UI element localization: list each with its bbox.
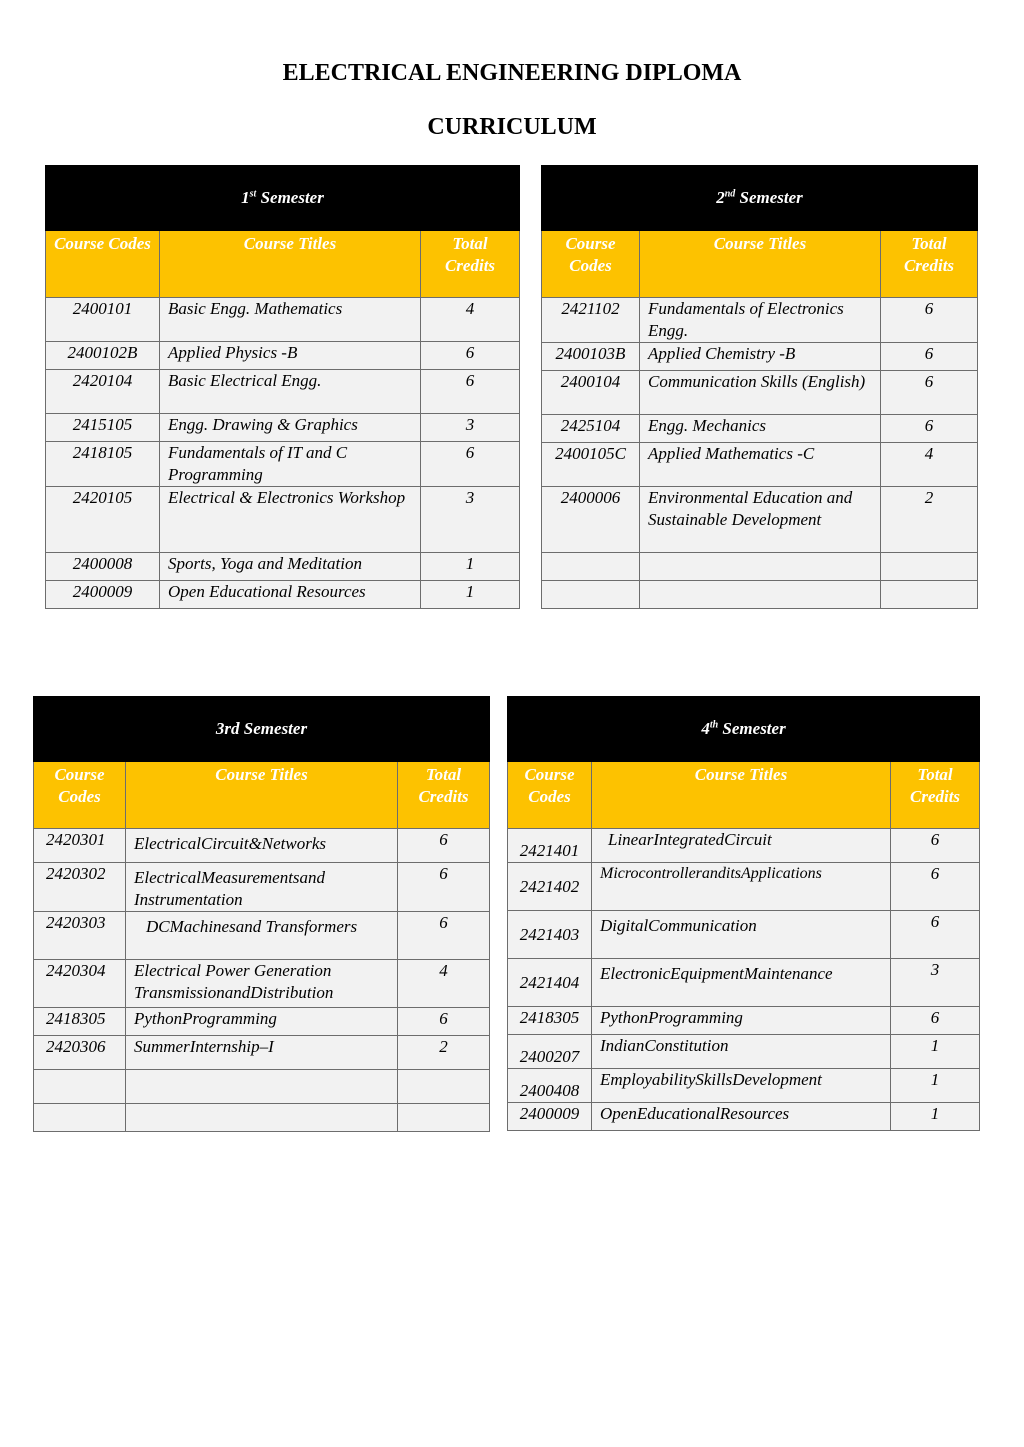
column-header-credits: Total Credits — [398, 762, 490, 829]
course-credits: 6 — [398, 912, 490, 960]
course-code: 2425104 — [542, 415, 640, 443]
table-row — [508, 863, 980, 911]
table-row — [34, 1104, 490, 1132]
column-header-code: Course Codes — [508, 762, 592, 829]
course-code: 2400102B — [46, 342, 160, 370]
course-code: 2400008 — [46, 553, 160, 581]
course-code: 2420304 — [34, 960, 126, 1008]
course-title: IndianConstitution — [592, 1035, 891, 1069]
course-code: 2421402 — [508, 863, 592, 911]
course-code: 2400104 — [542, 371, 640, 415]
table-row — [46, 298, 520, 342]
semester-header: 3rd Semester — [34, 697, 490, 762]
column-header-title: Course Titles — [640, 231, 881, 298]
course-title: Basic Electrical Engg. — [160, 370, 421, 414]
course-title — [640, 581, 881, 609]
course-code: 2420306 — [34, 1036, 126, 1070]
course-title — [640, 553, 881, 581]
table-row — [508, 959, 980, 1007]
course-credits: 6 — [891, 911, 980, 959]
table-row — [34, 1070, 490, 1104]
table-row — [542, 371, 978, 415]
table-row — [542, 553, 978, 581]
table-row — [542, 415, 978, 443]
semester-2-table — [541, 165, 978, 609]
course-title: PythonProgramming — [592, 1007, 891, 1035]
course-title: DCMachinesand Transformers — [126, 912, 398, 960]
course-credits: 3 — [421, 487, 520, 553]
course-credits: 1 — [891, 1103, 980, 1131]
course-credits: 6 — [881, 415, 978, 443]
course-title: Engg. Mechanics — [640, 415, 881, 443]
course-title: ElectricalCircuit&Networks — [126, 829, 398, 863]
table-row — [34, 960, 490, 1008]
course-code: 2421404 — [508, 959, 592, 1007]
table-row — [34, 829, 490, 863]
semester-header: 4th Semester — [508, 697, 980, 762]
course-credits: 6 — [881, 298, 978, 343]
course-title: DigitalCommunication — [592, 911, 891, 959]
course-credits: 6 — [421, 442, 520, 487]
course-code: 2420105 — [46, 487, 160, 553]
course-title: Environmental Education and Sustainable Development — [640, 487, 881, 553]
course-credits: 4 — [398, 960, 490, 1008]
course-credits: 6 — [421, 370, 520, 414]
course-title: Communication Skills (English) — [640, 371, 881, 415]
course-credits: 6 — [891, 829, 980, 863]
course-code: 2400009 — [508, 1103, 592, 1131]
column-header-code: Course Codes — [34, 762, 126, 829]
semester-header: 2nd Semester — [542, 166, 978, 231]
document-subtitle: CURRICULUM — [427, 114, 597, 140]
column-header-code: Course Codes — [46, 231, 160, 298]
course-title: LinearIntegratedCircuit — [592, 829, 891, 863]
course-code: 2400009 — [46, 581, 160, 609]
course-title: PythonProgramming — [126, 1008, 398, 1036]
course-title — [126, 1104, 398, 1132]
course-code: 2418105 — [46, 442, 160, 487]
table-row — [542, 581, 978, 609]
course-credits — [398, 1070, 490, 1104]
course-title: Applied Mathematics -C — [640, 443, 881, 487]
course-credits: 3 — [891, 959, 980, 1007]
course-code: 2421401 — [508, 829, 592, 863]
column-header-credits: Total Credits — [891, 762, 980, 829]
course-code: 2420301 — [34, 829, 126, 863]
semester-header: 1st Semester — [46, 166, 520, 231]
table-row — [542, 443, 978, 487]
table-row — [508, 911, 980, 959]
course-title: MicrocontrolleranditsApplications — [592, 863, 891, 911]
table-row — [542, 298, 978, 343]
table-row — [508, 1007, 980, 1035]
course-credits — [398, 1104, 490, 1132]
course-code: 2421102 — [542, 298, 640, 343]
course-title: Electrical Power Generation TransmissionandDistribution — [126, 960, 398, 1008]
course-title: Basic Engg. Mathematics — [160, 298, 421, 342]
table-row — [34, 1008, 490, 1036]
semester-1-table — [45, 165, 520, 609]
course-credits: 3 — [421, 414, 520, 442]
course-title: Engg. Drawing & Graphics — [160, 414, 421, 442]
course-title — [126, 1070, 398, 1104]
table-row — [508, 829, 980, 863]
table-row — [34, 863, 490, 912]
course-title: EmployabilitySkillsDevelopment — [592, 1069, 891, 1103]
course-code: 2418305 — [508, 1007, 592, 1035]
table-row — [34, 912, 490, 960]
course-credits: 6 — [891, 863, 980, 911]
course-title: Applied Chemistry -B — [640, 343, 881, 371]
course-title: Sports, Yoga and Meditation — [160, 553, 421, 581]
table-row — [542, 487, 978, 553]
course-code: 2420104 — [46, 370, 160, 414]
course-code: 2400103B — [542, 343, 640, 371]
course-title: OpenEducationalResources — [592, 1103, 891, 1131]
table-row — [508, 1103, 980, 1131]
course-code — [542, 553, 640, 581]
column-header-credits: Total Credits — [421, 231, 520, 298]
column-header-code: Course Codes — [542, 231, 640, 298]
column-header-title: Course Titles — [592, 762, 891, 829]
table-row — [46, 442, 520, 487]
course-code: 2421403 — [508, 911, 592, 959]
course-code — [542, 581, 640, 609]
table-row — [46, 414, 520, 442]
course-credits: 6 — [398, 863, 490, 912]
course-code: 2400105C — [542, 443, 640, 487]
column-header-credits: Total Credits — [881, 231, 978, 298]
table-row — [46, 581, 520, 609]
course-credits — [881, 581, 978, 609]
course-credits: 6 — [881, 343, 978, 371]
table-row — [542, 343, 978, 371]
course-credits: 2 — [881, 487, 978, 553]
course-code: 2400207 — [508, 1035, 592, 1069]
course-code: 2400006 — [542, 487, 640, 553]
course-credits: 1 — [891, 1069, 980, 1103]
course-code: 2420302 — [34, 863, 126, 912]
table-row — [46, 370, 520, 414]
document-title: ELECTRICAL ENGINEERING DIPLOMA — [282, 60, 742, 86]
course-code: 2418305 — [34, 1008, 126, 1036]
course-title: Electrical & Electronics Workshop — [160, 487, 421, 553]
course-credits: 4 — [881, 443, 978, 487]
course-title: Applied Physics -B — [160, 342, 421, 370]
course-credits: 6 — [398, 1008, 490, 1036]
table-row — [46, 487, 520, 553]
semester-4-table — [507, 696, 980, 1131]
course-title: ElectricalMeasurementsand Instrumentation — [126, 863, 398, 912]
table-row — [508, 1069, 980, 1103]
semester-3-table — [33, 696, 490, 1132]
course-credits — [881, 553, 978, 581]
course-credits: 6 — [881, 371, 978, 415]
table-row — [508, 1035, 980, 1069]
course-credits: 4 — [421, 298, 520, 342]
course-credits: 6 — [398, 829, 490, 863]
course-code: 2400101 — [46, 298, 160, 342]
course-title: SummerInternship–I — [126, 1036, 398, 1070]
course-code: 2420303 — [34, 912, 126, 960]
course-title: Fundamentals of Electronics Engg. — [640, 298, 881, 343]
column-header-title: Course Titles — [160, 231, 421, 298]
course-code: 2400408 — [508, 1069, 592, 1103]
course-code — [34, 1070, 126, 1104]
course-credits: 6 — [421, 342, 520, 370]
course-code — [34, 1104, 126, 1132]
course-title: Fundamentals of IT and C Programming — [160, 442, 421, 487]
table-row — [34, 1036, 490, 1070]
course-credits: 1 — [421, 553, 520, 581]
course-credits: 1 — [421, 581, 520, 609]
course-code: 2415105 — [46, 414, 160, 442]
course-credits: 1 — [891, 1035, 980, 1069]
table-row — [46, 342, 520, 370]
course-credits: 2 — [398, 1036, 490, 1070]
course-title: ElectronicEquipmentMaintenance — [592, 959, 891, 1007]
table-row — [46, 553, 520, 581]
column-header-title: Course Titles — [126, 762, 398, 829]
course-credits: 6 — [891, 1007, 980, 1035]
course-title: Open Educational Resources — [160, 581, 421, 609]
